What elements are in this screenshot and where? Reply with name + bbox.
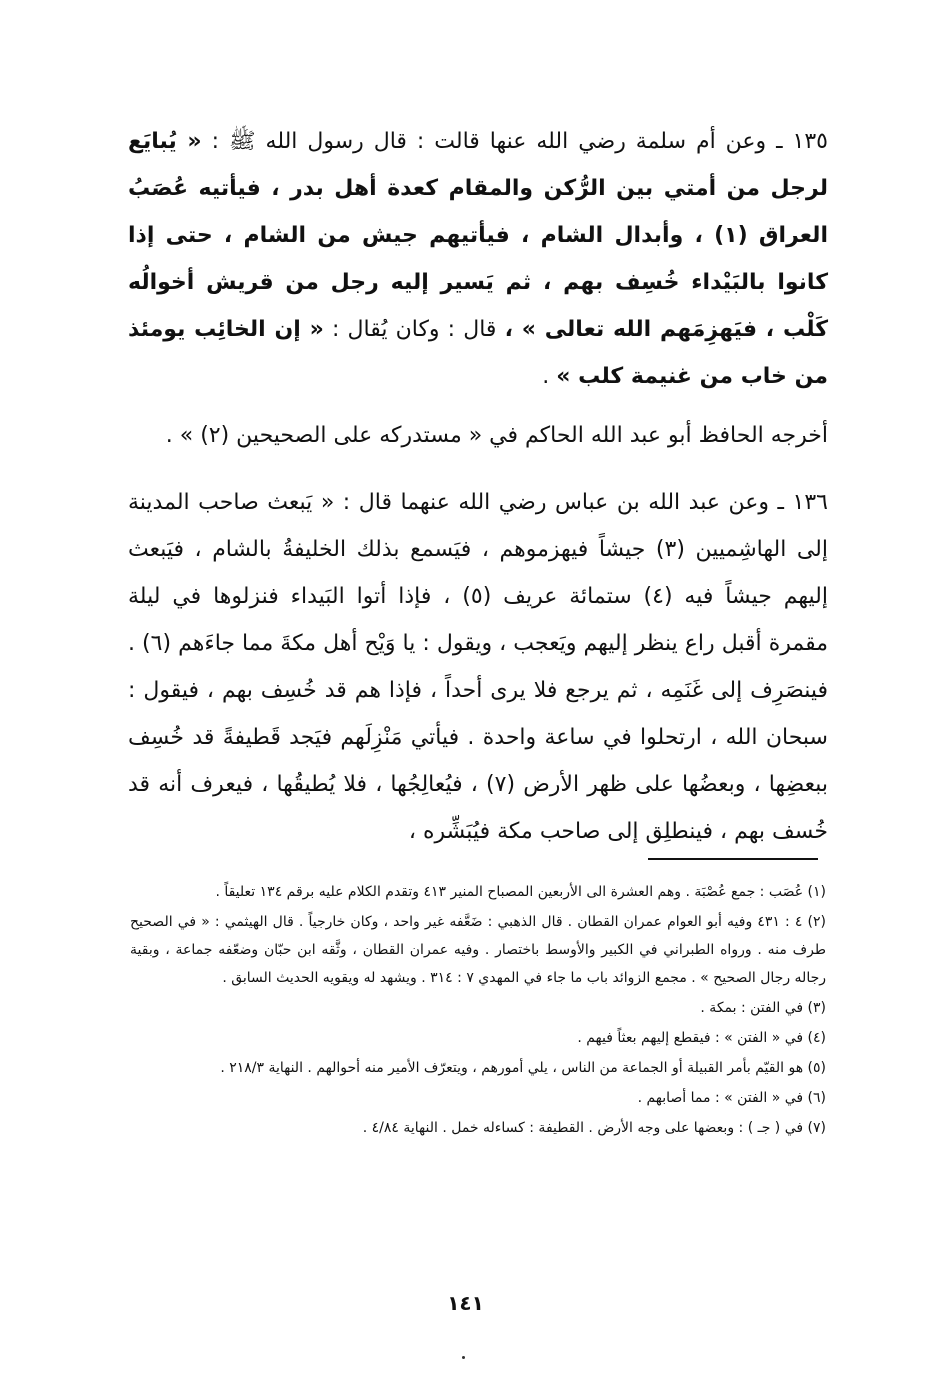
hadith-135-tail-end: .	[542, 364, 550, 389]
main-text-block	[128, 118, 828, 855]
footnote-3: (٣) في الفتن : بمكة .	[700, 1000, 826, 1016]
page-number: ١٤١	[447, 1291, 484, 1315]
footnote-5: (٥) هو القيّم بأمر القبيلة أو الجماعة من الناس ، يلي أمورهم ، ويتعرّف الأمير منه أحوالهم . النهاية ٢١٨/٣ .	[220, 1060, 826, 1076]
hadith-135-tail-quote: « إن الخائِب يومئذ من خاب من غنيمة كلب »	[128, 317, 828, 389]
footnote-divider	[648, 858, 818, 860]
footnote-7: (٧) في ( جـ ) : وبعضها على وجه الأرض . القطيفة : كساءله خمل . النهاية ٤/٨٤ .	[362, 1120, 826, 1136]
source-note: أخرجه الحافظ أبو عبد الله الحاكم في « مستدركه على الصحيحين (٢) » .	[165, 423, 828, 448]
footnote-6: (٦) في « الفتن » : مما أصابهم .	[637, 1090, 826, 1106]
footnote-2: (٢) ٤ : ٤٣١ وفيه أبو العوام عمران القطان . قال الذهبي : ضَعَّفه غير واحد ، وكان خارجياً . قال الهيثمي : « في الصحيح طرف منه . ورواه الطبراني في الكبير والأوسط باختصار . وفيه عمران القطان ، وثَّقه ابن حبّان وضعّفه جماعة ، وبقية رجاله رجال الصحيح » . مجمع الزوائد باب ما جاء في المهدي ٧ : ٣١٤ . ويشهد له ويقويه الحديث السابق .	[130, 914, 826, 986]
footnote-1: (١) عُصَب : جمع عُصْبَة . وهم العشرة الى الأربعين المصباح المنير ٤١٣ وتقدم الكلام عليه برقم ١٣٤ تعليقاً .	[215, 884, 826, 900]
hadith-135-intro: ١٣٥ ـ وعن أم سلمة رضي الله عنها قالت : قال رسول الله ﷺ :	[211, 129, 828, 154]
footnotes	[130, 878, 826, 1144]
hadith-135-text: « يُبايَع لرجل من أمتي بين الرُّكن والمقام كعدة أهل بدر ، فيأتيه عُصَبُ العراق (١) ، وأبدال الشام ، فيأتيهم جيش من الشام ، حتى إذا كانوا بالبَيْداء خُسِف بهم ، ثم يَسير إليه رجل من قريش أخوالُه كَلْب ، فيَهزِمَهم الله تعالى » ،	[128, 129, 829, 342]
hadith-135	[128, 118, 828, 400]
scan-speck	[462, 1356, 465, 1359]
hadith-136: ١٣٦ ـ وعن عبد الله بن عباس رضي الله عنهما قال : « يَبعث صاحب المدينة إلى الهاشِميين (٣) جيشاً فيهزموهم ، فيَسمع بذلك الخليفةُ بالشام ، فيَبعث إليهم جيشاً فيه (٤) ستمائة عريف (٥) ، فإذا أتوا البَيداء فنزلوها في ليلة مقمرة أقبل راع ينظر إليهم ويَعجب ، ويقول : يا وَيْح أهل مكةَ مما جاءَهم (٦) . فينصَرِف إلى غَنَمِه ، ثم يرجع فلا يرى أحداً ، فإذا هم قد خُسِف بهم ، فيقول : سبحان الله ، ارتحلوا في ساعة واحدة . فيأتي مَنْزِلَهم فيَجد قَطيفةً قد خُسِف ببعضِها ، وبعضُها على ظهر الأرض (٧) ، فيُعالِجُها ، فلا يُطيقُها ، فيعرف أنه قد خُسف بهم ، فينطلِق إلى صاحب مكة فيُبَشِّره ،	[128, 490, 829, 844]
footnote-4: (٤) في « الفتن » : فيقطع إليهم بعثاً فيهم .	[577, 1030, 826, 1046]
hadith-135-tail-intro: قال : وكان يُقال :	[331, 317, 497, 342]
